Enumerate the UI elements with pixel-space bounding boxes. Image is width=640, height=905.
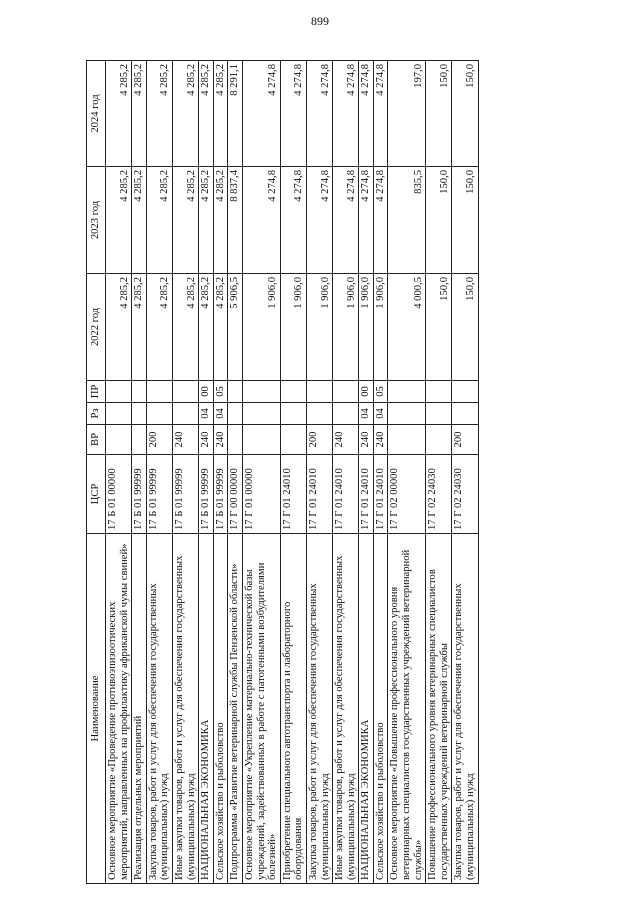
row-2023: 8 837,4 [228,167,243,274]
row-rz [333,403,359,425]
row-2022: 4 285,2 [146,274,172,381]
row-2023: 4 274,8 [242,167,280,274]
row-rz: 04 [213,403,228,425]
row-2022: 150,0 [452,274,478,381]
row-name: Подпрограмма «Развитие ветеринарной службы Пензенской области» [228,534,243,884]
row-2024: 4 274,8 [280,61,306,167]
row-vr [426,425,452,455]
row-2024: 4 285,2 [172,61,198,167]
row-name: Иные закупки товаров, работ и услуг для обеспечения государственных (муниципальных) нужд [172,534,198,884]
row-2022: 4 285,2 [132,274,147,381]
row-2022: 1 906,0 [242,274,280,381]
row-csr: 17 Г 01 24010 [373,455,388,534]
row-csr: 17 Г 00 00000 [228,455,243,534]
row-vr [242,425,280,455]
row-pr [333,381,359,403]
table-row [106,61,132,884]
row-2023: 4 274,8 [333,167,359,274]
row-name: Иные закупки товаров, работ и услуг для обеспечения государственных (муниципальных) нужд [333,534,359,884]
row-name: Закупка товаров, работ и услуг для обеспечения государственных (муниципальных) нужд [306,534,332,884]
table-row [306,61,332,884]
row-csr: 17 Б 01 99999 [172,455,198,534]
row-2024: 150,0 [452,61,478,167]
row-name: Приобретение специального автотранспорта и лабораторного оборудования [280,534,306,884]
row-2022: 4 285,2 [213,274,228,381]
row-2023: 835,5 [388,167,426,274]
table-row [228,61,243,884]
row-2024: 4 285,2 [132,61,147,167]
row-pr [106,381,132,403]
row-2023: 4 285,2 [199,167,214,274]
row-vr: 240 [359,425,374,455]
row-2024: 4 274,8 [242,61,280,167]
row-pr [306,381,332,403]
row-vr [228,425,243,455]
row-csr: 17 Г 01 00000 [242,455,280,534]
row-pr [452,381,478,403]
row-pr [172,381,198,403]
row-pr [388,381,426,403]
row-rz [106,403,132,425]
row-vr [132,425,147,455]
row-csr: 17 Г 01 24010 [280,455,306,534]
header-2024: 2024 год [87,61,106,167]
row-rz [242,403,280,425]
row-rz [172,403,198,425]
header-csr: ЦСР [87,455,106,534]
row-vr: 200 [306,425,332,455]
row-2024: 4 285,2 [213,61,228,167]
table-row [146,61,172,884]
row-vr: 200 [452,425,478,455]
row-2022: 4 285,2 [199,274,214,381]
row-vr: 240 [172,425,198,455]
row-2024: 4 274,8 [359,61,374,167]
header-name: Наименование [87,534,106,884]
header-2022: 2022 год [87,274,106,381]
row-rz [388,403,426,425]
row-name: Повышение профессионального уровня ветеринарных специалистов государственных учреждений ветеринарной службы [426,534,452,884]
row-name: НАЦИОНАЛЬНАЯ ЭКОНОМИКА [359,534,374,884]
row-2023: 150,0 [452,167,478,274]
row-pr [426,381,452,403]
row-csr: 17 Б 01 99999 [213,455,228,534]
row-2022: 1 906,0 [333,274,359,381]
row-2024: 197,0 [388,61,426,167]
row-pr: 00 [359,381,374,403]
table-row [359,61,374,884]
header-pr: ПР [87,381,106,403]
row-2022: 5 906,5 [228,274,243,381]
row-vr: 240 [373,425,388,455]
row-name: Основное мероприятие «Проведение противоэпизоотических мероприятий, направленных на профилактику африканской чумы свиней» [106,534,132,884]
row-pr [146,381,172,403]
row-name: Сельское хозяйство и рыболовство [213,534,228,884]
header-rz: Рз [87,403,106,425]
row-2023: 4 274,8 [373,167,388,274]
row-rz [452,403,478,425]
row-vr [106,425,132,455]
row-2022: 1 906,0 [306,274,332,381]
row-2024: 4 285,2 [146,61,172,167]
row-csr: 17 Г 01 24010 [333,455,359,534]
header-vr: ВР [87,425,106,455]
table-row [199,61,214,884]
row-csr: 17 Г 02 24030 [426,455,452,534]
row-2023: 150,0 [426,167,452,274]
row-vr [280,425,306,455]
rotated-table-container [86,61,560,884]
row-pr: 05 [213,381,228,403]
table-row [373,61,388,884]
page-number: 899 [311,14,329,28]
row-2024: 4 285,2 [106,61,132,167]
row-2024: 4 274,8 [373,61,388,167]
row-2022: 4 285,2 [172,274,198,381]
table-row [426,61,452,884]
header-row [87,61,106,884]
table-row [132,61,147,884]
row-vr: 200 [146,425,172,455]
row-rz [306,403,332,425]
row-vr: 240 [199,425,214,455]
budget-table [86,60,479,884]
row-2024: 4 274,8 [333,61,359,167]
row-2023: 4 285,2 [213,167,228,274]
row-name: Сельское хозяйство и рыболовство [373,534,388,884]
row-2022: 1 906,0 [280,274,306,381]
row-pr: 00 [199,381,214,403]
table-row [388,61,426,884]
table-body [106,61,479,884]
table-row [213,61,228,884]
row-2024: 150,0 [426,61,452,167]
row-csr: 17 Б 01 00000 [106,455,132,534]
row-name: Закупка товаров, работ и услуг для обеспечения государственных (муниципальных) нужд [146,534,172,884]
table-row [280,61,306,884]
row-2023: 4 274,8 [359,167,374,274]
row-csr: 17 Г 02 00000 [388,455,426,534]
row-csr: 17 Г 01 24010 [359,455,374,534]
table-row [242,61,280,884]
row-name: НАЦИОНАЛЬНАЯ ЭКОНОМИКА [199,534,214,884]
row-vr: 240 [213,425,228,455]
row-name: Закупка товаров, работ и услуг для обеспечения государственных (муниципальных) нужд [452,534,478,884]
row-name: Основное мероприятие «Повышение профессионального уровня ветеринарных специалистов государственных учреждений ветеринарной службы» [388,534,426,884]
row-2022: 150,0 [426,274,452,381]
row-pr [228,381,243,403]
row-2024: 8 291,1 [228,61,243,167]
row-rz [280,403,306,425]
row-2023: 4 285,2 [172,167,198,274]
row-2023: 4 285,2 [106,167,132,274]
row-2022: 4 000,5 [388,274,426,381]
row-pr [280,381,306,403]
row-2023: 4 274,8 [306,167,332,274]
row-2022: 1 906,0 [373,274,388,381]
table-row [452,61,478,884]
row-csr: 17 Г 01 24010 [306,455,332,534]
row-2023: 4 285,2 [146,167,172,274]
table-row [172,61,198,884]
row-2022: 4 285,2 [106,274,132,381]
header-2023: 2023 год [87,167,106,274]
row-csr: 17 Б 01 99999 [146,455,172,534]
row-2022: 1 906,0 [359,274,374,381]
row-csr: 17 Б 01 99999 [132,455,147,534]
row-rz [426,403,452,425]
row-2023: 4 285,2 [132,167,147,274]
row-name: Реализация отдельных мероприятий [132,534,147,884]
row-vr: 240 [333,425,359,455]
row-rz [132,403,147,425]
row-csr: 17 Б 01 99999 [199,455,214,534]
row-rz: 04 [359,403,374,425]
table-row [333,61,359,884]
row-pr [242,381,280,403]
row-vr [388,425,426,455]
row-csr: 17 Г 02 24030 [452,455,478,534]
row-2023: 4 274,8 [280,167,306,274]
row-pr [132,381,147,403]
row-pr: 05 [373,381,388,403]
row-2024: 4 285,2 [199,61,214,167]
row-name: Основное мероприятие «Укрепление материально-технической базы учреждений, задействованных в работе с патогенными возбудителями болезней» [242,534,280,884]
row-rz [146,403,172,425]
row-rz [228,403,243,425]
row-rz: 04 [199,403,214,425]
row-rz: 04 [373,403,388,425]
row-2024: 4 274,8 [306,61,332,167]
